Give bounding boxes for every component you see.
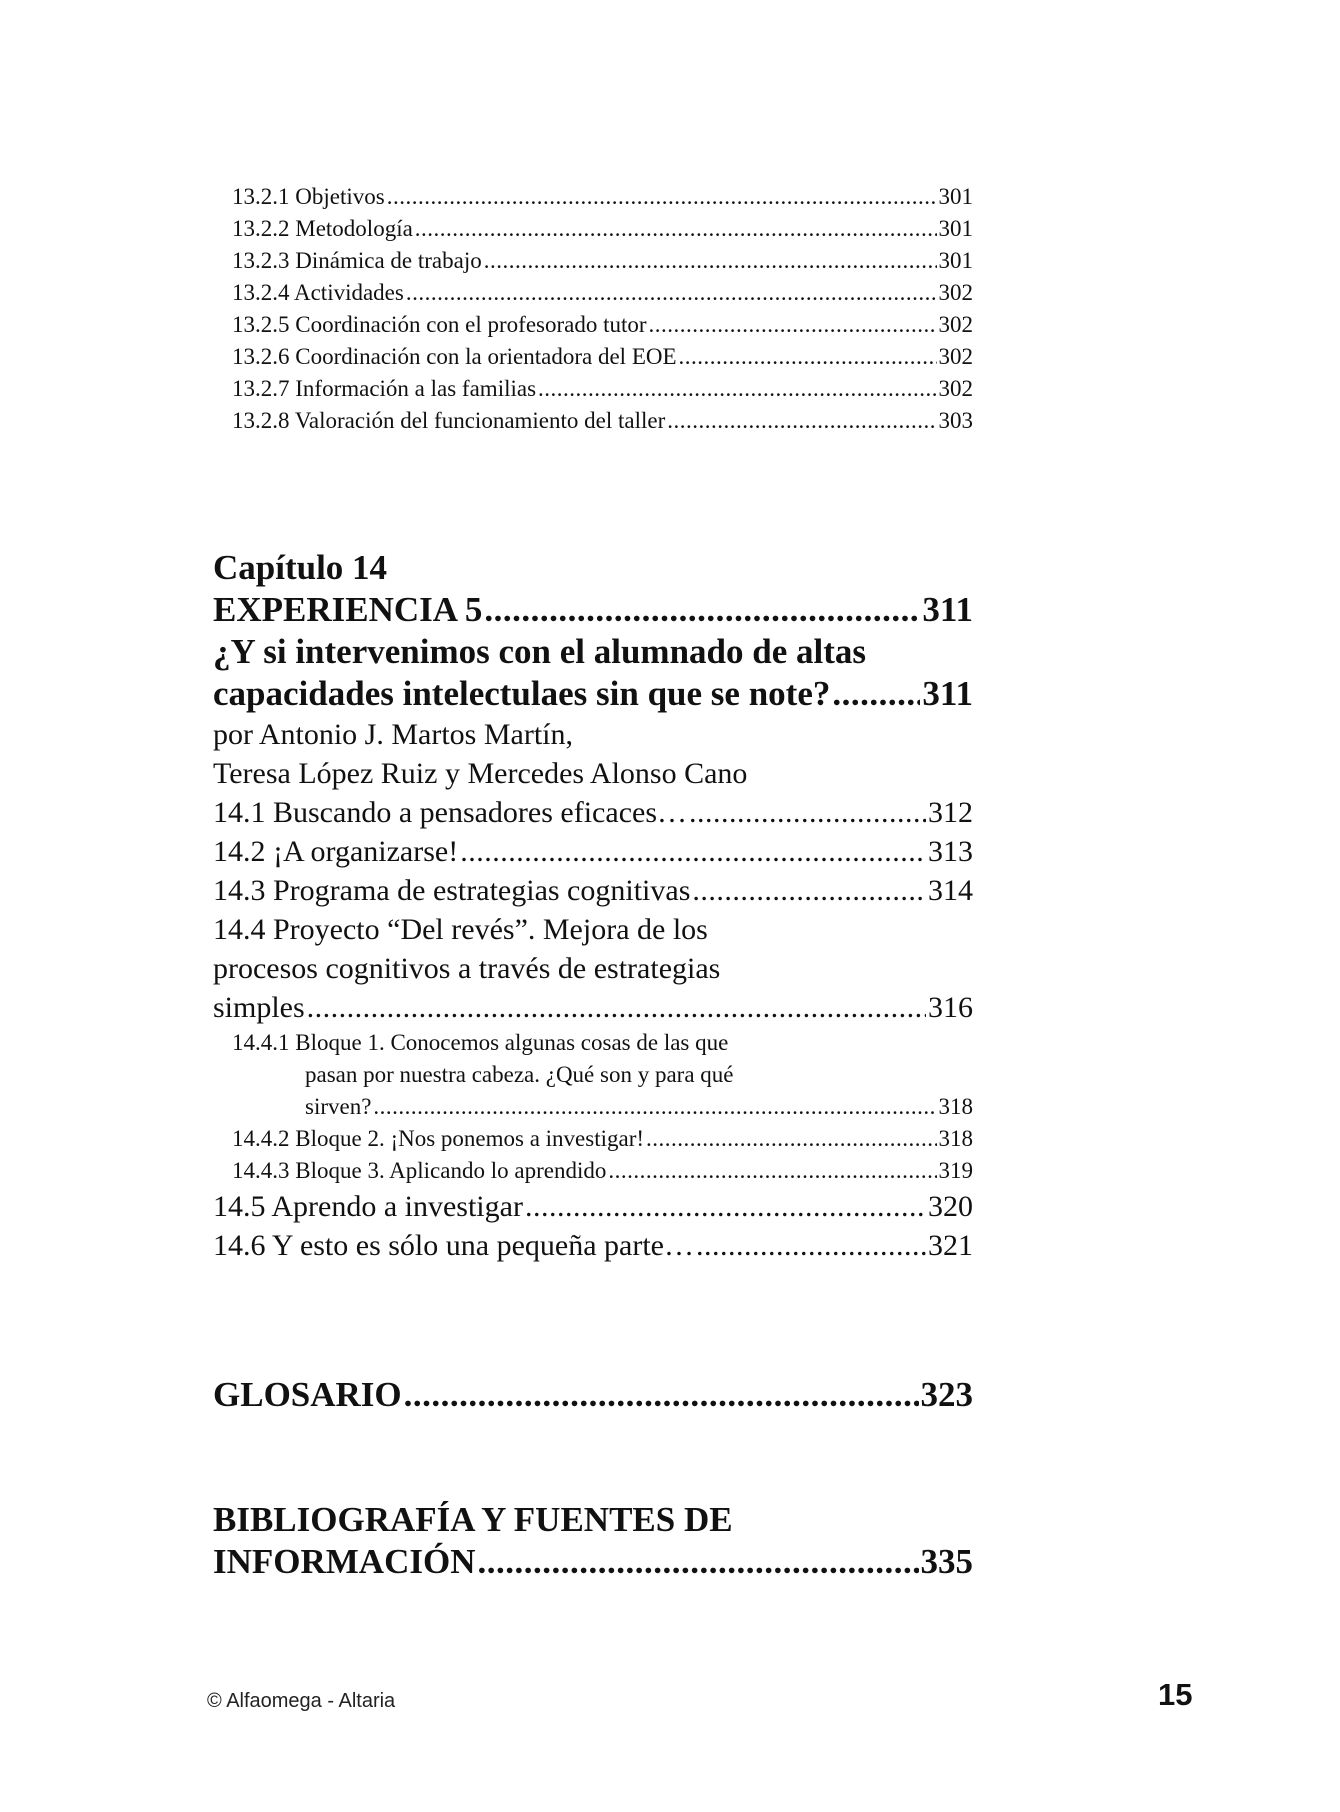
leader-dots [689, 793, 926, 832]
leader-dots [460, 832, 926, 871]
toc-entry-page: 302 [938, 344, 973, 369]
toc-entry-title: 13.2.7 Información a las familias [232, 376, 537, 401]
toc-entry[interactable] [213, 988, 973, 1027]
toc-entry-experience[interactable] [213, 589, 973, 631]
toc-entry-bibliography[interactable] [213, 1541, 973, 1583]
leader-dots [832, 673, 920, 715]
leader-dots [692, 871, 926, 910]
leader-dots [525, 1187, 926, 1226]
bibliography-line: BIBLIOGRAFÍA Y FUENTES DE [213, 1500, 733, 1539]
toc-entry-line: 14.4 Proyecto “Del revés”. Mejora de los [213, 913, 708, 946]
leader-dots [415, 213, 937, 245]
toc-entry-page: 312 [928, 796, 973, 829]
toc-entry-title: 14.4.3 Bloque 3. Aplicando lo aprendido [232, 1158, 607, 1183]
toc-entry[interactable] [213, 871, 973, 910]
toc-subentry-line: pasan por nuestra cabeza. ¿Qué son y para qué [305, 1062, 734, 1087]
toc-entry-title: 13.2.2 Metodología [232, 216, 413, 241]
toc-entry-page: 321 [928, 1229, 973, 1262]
toc-glossary [213, 1374, 973, 1416]
toc-subentry-line: 14.4.1 Bloque 1. Conocemos algunas cosas de las que [232, 1030, 729, 1055]
toc-entry-subtitle[interactable] [213, 673, 973, 715]
toc-entry[interactable] [232, 277, 973, 309]
toc-entry-title: 13.2.8 Valoración del funcionamiento del taller [232, 408, 666, 433]
toc-entry[interactable] [232, 245, 973, 277]
toc-entry-page: 301 [938, 216, 973, 241]
chapter-subtitle-line: ¿Y si intervenimos con el alumnado de altas [213, 632, 867, 671]
toc-entry-line: procesos cognitivos a través de estrategias [213, 952, 721, 985]
toc-entry[interactable] [232, 405, 973, 437]
toc-entry[interactable] [232, 341, 973, 373]
leader-dots [538, 373, 936, 405]
toc-entry-title: 14.6 Y esto es sólo una pequeña parte… [213, 1229, 694, 1262]
leader-dots [608, 1155, 936, 1187]
toc-entry-page: 313 [928, 835, 973, 868]
toc-entry-title: GLOSARIO [213, 1375, 402, 1414]
toc-entry-title: 14.1 Buscando a pensadores eficaces… [213, 796, 687, 829]
toc-entry-title: 13.2.5 Coordinación con el profesorado tutor [232, 312, 647, 337]
toc-entry-title: 13.2.1 Objetivos [232, 184, 385, 209]
authors-line: Teresa López Ruiz y Mercedes Alonso Cano [213, 757, 748, 790]
leader-dots [387, 181, 937, 213]
copyright-footer: © Alfaomega - Altaria [207, 1690, 396, 1712]
leader-dots [696, 1226, 926, 1265]
toc-entry-page: 318 [938, 1126, 973, 1151]
leader-dots [406, 277, 937, 309]
toc-entry-page: 311 [922, 674, 973, 713]
toc-entry-title: 14.2 ¡A organizarse! [213, 835, 459, 868]
toc-entry[interactable] [213, 1226, 973, 1265]
toc-entry-page: 320 [928, 1190, 973, 1223]
leader-dots [649, 309, 937, 341]
toc-entry[interactable] [213, 793, 973, 832]
toc-entry-title: EXPERIENCIA 5 [213, 590, 483, 629]
toc-entry-page: 301 [938, 248, 973, 273]
toc-entry-title: 13.2.4 Actividades [232, 280, 404, 305]
leader-dots [477, 1541, 918, 1583]
toc-entry[interactable] [213, 832, 973, 871]
toc-entry-page: 319 [938, 1158, 973, 1183]
toc-entry-title: 13.2.3 Dinámica de trabajo [232, 248, 482, 273]
toc-subentry[interactable] [213, 1091, 973, 1123]
toc-entry[interactable] [232, 181, 973, 213]
toc-entry[interactable] [232, 213, 973, 245]
toc-entry-title: sirven? [305, 1094, 372, 1119]
page-number: 15 [1158, 1677, 1193, 1712]
authors-line: por Antonio J. Martos Martín, [213, 718, 573, 751]
toc-entry-title: 14.3 Programa de estrategias cognitivas [213, 874, 691, 907]
toc-bibliography [213, 1499, 973, 1583]
toc-chapter-14 [213, 547, 973, 1265]
leader-dots [404, 1374, 919, 1416]
toc-entry[interactable] [232, 309, 973, 341]
toc-entry-title: simples [213, 991, 305, 1024]
toc-entry-page: 302 [938, 312, 973, 337]
toc-entry[interactable] [213, 1187, 973, 1226]
leader-dots [667, 405, 936, 437]
toc-entry[interactable] [232, 373, 973, 405]
toc-entry-title: 14.4.2 Bloque 2. ¡Nos ponemos a investigar! [232, 1126, 645, 1151]
toc-entry-page: 301 [938, 184, 973, 209]
toc-entry-page: 316 [928, 991, 973, 1024]
toc-entry-title: INFORMACIÓN [213, 1542, 476, 1581]
leader-dots [373, 1091, 936, 1123]
leader-dots [646, 1123, 936, 1155]
toc-entry-glossary[interactable] [213, 1374, 973, 1416]
leader-dots [307, 988, 926, 1027]
toc-entry-title: 14.5 Aprendo a investigar [213, 1190, 523, 1223]
toc-section-13 [232, 181, 973, 437]
toc-entry-page: 314 [928, 874, 973, 907]
toc-entry-page: 323 [920, 1375, 973, 1414]
chapter-label: Capítulo 14 [213, 548, 388, 587]
leader-dots [484, 245, 937, 277]
toc-entry-page: 302 [938, 280, 973, 305]
toc-entry-title: 13.2.6 Coordinación con la orientadora del EOE [232, 344, 677, 369]
leader-dots [679, 341, 937, 373]
toc-entry-page: 311 [922, 590, 973, 629]
toc-entry-page: 302 [938, 376, 973, 401]
toc-entry-page: 303 [938, 408, 973, 433]
toc-entry-page: 335 [920, 1542, 973, 1581]
toc-entry-title: capacidades intelectulaes sin que se note? [213, 674, 831, 713]
toc-subentry[interactable] [213, 1155, 973, 1187]
leader-dots [484, 589, 920, 631]
toc-entry-page: 318 [938, 1094, 973, 1119]
toc-subentry[interactable] [213, 1123, 973, 1155]
